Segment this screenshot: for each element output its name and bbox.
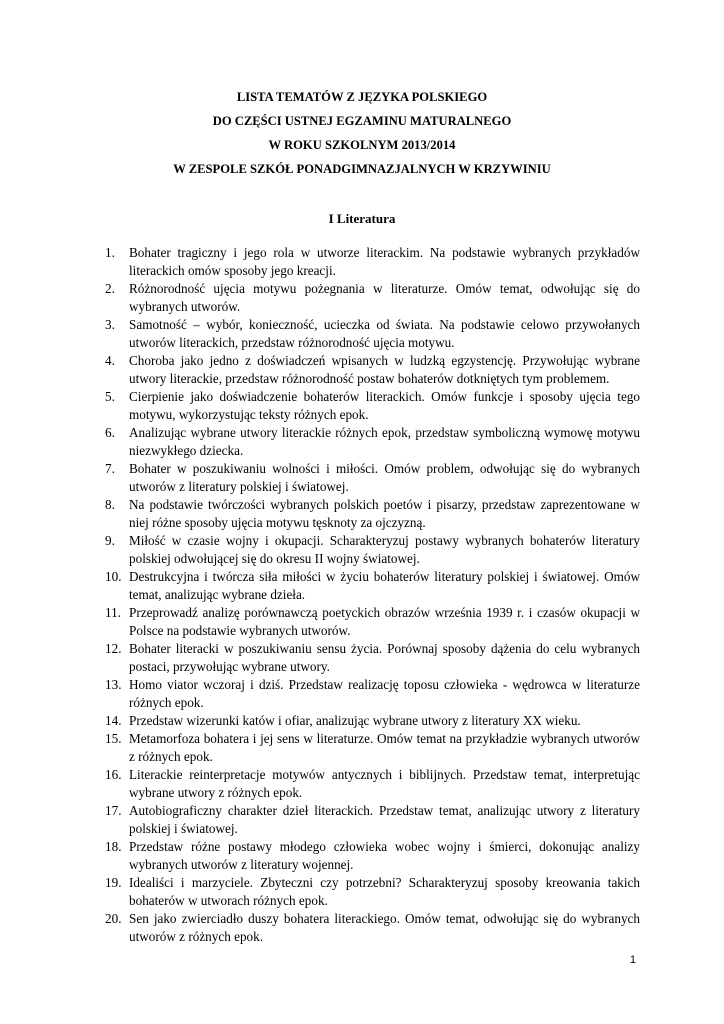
topic-text: Homo viator wczoraj i dziś. Przedstaw realizację toposu człowieka - wędrowca w literaturze różnych epok. <box>129 677 640 710</box>
topic-number: 14. <box>105 713 122 728</box>
topic-text: Idealiści i marzyciele. Zbyteczni czy potrzebni? Scharakteryzuj sposoby kreowania takich bohaterów w utworach różnych epok. <box>129 875 640 908</box>
topic-item-8 <box>100 496 640 532</box>
topic-text: Bohater tragiczny i jego rola w utworze literackim. Na podstawie wybranych przykładów literackich omów sposoby jego kreacji. <box>129 245 640 278</box>
topic-number: 3. <box>105 317 115 332</box>
topic-number: 1. <box>105 245 115 260</box>
header-line-4: W ZESPOLE SZKÓŁ PONADGIMNAZJALNYCH W KRZYWINIU <box>173 162 551 176</box>
topic-text: Literackie reinterpretacje motywów antycznych i biblijnych. Przedstaw temat, interpretując wybrane utwory z różnych epok. <box>129 767 640 800</box>
topic-number: 2. <box>105 281 115 296</box>
topic-number: 6. <box>105 425 115 440</box>
topic-item-13 <box>100 676 640 712</box>
header-line-1: LISTA TEMATÓW Z JĘZYKA POLSKIEGO <box>236 90 488 104</box>
topic-number: 13. <box>105 677 122 692</box>
topic-text: Na podstawie twórczości wybranych polskich poetów i pisarzy, przedstaw zaprezentowane w niej różne sposoby ujęcia motywu tęsknoty za ojczyzną. <box>129 497 640 530</box>
topic-list <box>100 244 640 946</box>
topic-item-14 <box>100 712 640 730</box>
topic-item-19 <box>100 874 640 910</box>
topic-text: Przeprowadź analizę porównawczą poetyckich obrazów września 1939 r. i czasów okupacji w Polsce na podstawie wybranych utworów. <box>129 605 640 638</box>
document-header <box>0 85 724 181</box>
topic-item-3 <box>100 316 640 352</box>
topic-item-11 <box>100 604 640 640</box>
topic-text: Analizując wybrane utwory literackie różnych epok, przedstaw symboliczną wymowę motywu niezwykłego dziecka. <box>129 425 640 458</box>
topic-item-1 <box>100 244 640 280</box>
topic-number: 17. <box>105 803 122 818</box>
topic-item-16 <box>100 766 640 802</box>
topic-number: 5. <box>105 389 115 404</box>
topic-number: 16. <box>105 767 122 782</box>
topic-text: Bohater literacki w poszukiwaniu sensu życia. Porównaj sposoby dążenia do celu wybranych postaci, przywołując wybrane utwory. <box>129 641 640 674</box>
topic-item-20 <box>100 910 640 946</box>
topic-number: 10. <box>105 569 122 584</box>
topic-item-2 <box>100 280 640 316</box>
topic-number: 18. <box>105 839 122 854</box>
topic-item-6 <box>100 424 640 460</box>
topic-item-17 <box>100 802 640 838</box>
topic-text: Cierpienie jako doświadczenie bohaterów literackich. Omów funkcje i sposoby ujęcia tego motywu, wykorzystując teksty różnych epok. <box>129 389 640 422</box>
topic-number: 12. <box>105 641 122 656</box>
topic-text: Samotność – wybór, konieczność, ucieczka od świata. Na podstawie celowo przywołanych utworów literackich, przedstaw różnorodność ujęcia motywu. <box>129 317 640 350</box>
topic-item-15 <box>100 730 640 766</box>
topic-text: Różnorodność ujęcia motywu pożegnania w literaturze. Omów temat, odwołując się do wybranych utworów. <box>129 281 640 314</box>
topic-text: Bohater w poszukiwaniu wolności i miłości. Omów problem, odwołując się do wybranych utworów z literatury polskiej i światowej. <box>129 461 640 494</box>
topic-number: 4. <box>105 353 115 368</box>
topic-item-12 <box>100 640 640 676</box>
header-line-3: W ROKU SZKOLNYM 2013/2014 <box>268 138 456 152</box>
topic-item-5 <box>100 388 640 424</box>
topic-number: 11. <box>105 605 121 620</box>
topic-item-4 <box>100 352 640 388</box>
topic-item-9 <box>100 532 640 568</box>
topic-text: Destrukcyjna i twórcza siła miłości w życiu bohaterów literatury polskiej i światowej. Omów temat, analizując wybrane dzieła. <box>129 569 640 602</box>
topic-item-10 <box>100 568 640 604</box>
topic-text: Przedstaw wizerunki katów i ofiar, analizując wybrane utwory z literatury XX wieku. <box>129 713 581 728</box>
topic-text: Przedstaw różne postawy młodego człowieka wobec wojny i śmierci, dokonując analizy wybranych utworów z literatury wojennej. <box>129 839 640 872</box>
topic-text: Metamorfoza bohatera i jej sens w literaturze. Omów temat na przykładzie wybranych utworów z różnych epok. <box>129 731 640 764</box>
topic-item-18 <box>100 838 640 874</box>
page-number: 1 <box>629 954 636 966</box>
topic-number: 20. <box>105 911 122 926</box>
topic-text: Sen jako zwierciadło duszy bohatera literackiego. Omów temat, odwołując się do wybranych utworów z różnych epok. <box>129 911 640 944</box>
topic-text: Miłość w czasie wojny i okupacji. Scharakteryzuj postawy wybranych bohaterów literatury polskiej odwołującej się do okresu II wojny światowej. <box>129 533 640 566</box>
header-line-2: DO CZĘŚCI USTNEJ EGZAMINU MATURALNEGO <box>212 114 512 128</box>
topic-text: Autobiograficzny charakter dzieł literackich. Przedstaw temat, analizując utwory z literatury polskiej i światowej. <box>129 803 640 836</box>
topic-number: 8. <box>105 497 115 512</box>
section-title: I Literatura <box>328 211 396 226</box>
topic-number: 15. <box>105 731 122 746</box>
topic-text: Choroba jako jedno z doświadczeń wpisanych w ludzką egzystencję. Przywołując wybrane utwory literackie, przedstaw różnorodność postaw bohaterów dotkniętych tym problemem. <box>129 353 640 386</box>
topic-number: 9. <box>105 533 115 548</box>
topic-number: 7. <box>105 461 115 476</box>
topic-item-7 <box>100 460 640 496</box>
topic-number: 19. <box>105 875 122 890</box>
